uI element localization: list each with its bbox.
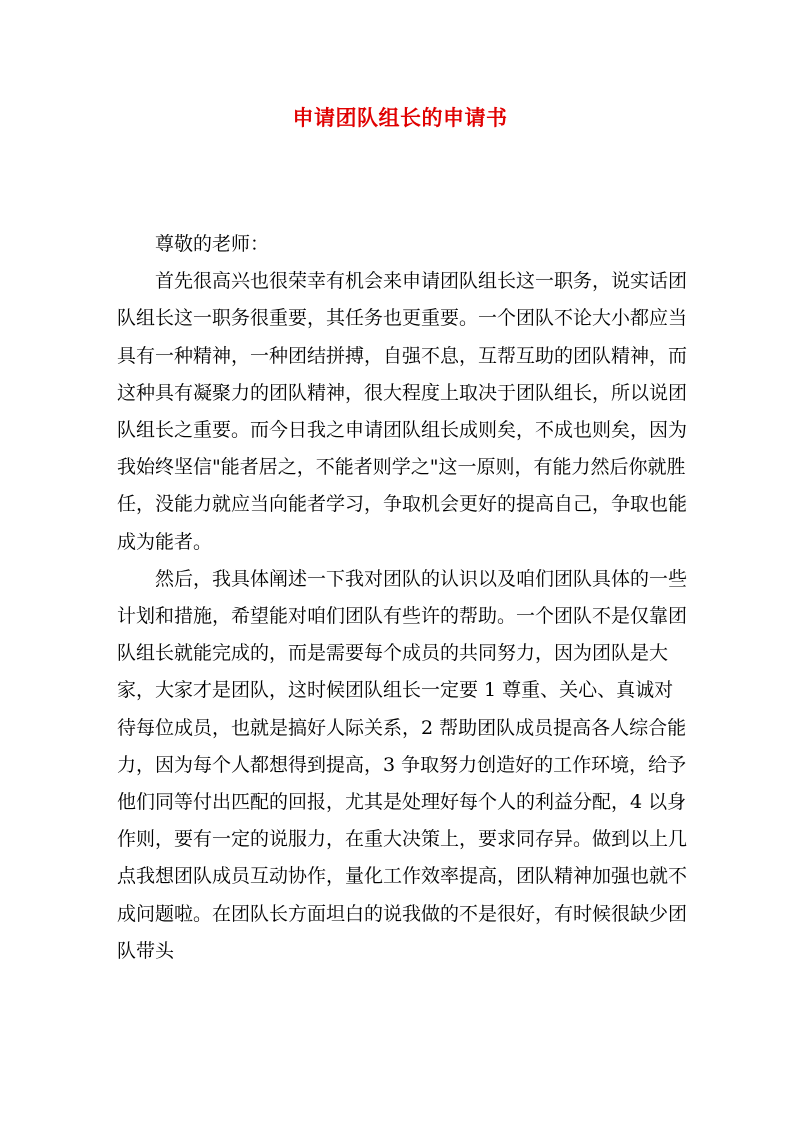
salutation: 尊敬的老师：	[155, 233, 270, 255]
document-title: 申请团队组长的申请书	[292, 105, 508, 130]
paragraph-2: 然后，我具体阐述一下我对团队的认识以及咱们团队具体的一些计划和措施，希望能对咱们团队有些许的帮助。一个团队不是仅靠团队组长就能完成的，而是需要每个成员的共同努力，因为团队是大家，大家才是团队，这时候团队组长一定要 1 尊重、关心、真诚对待每位成员，也就是搞好人际关系，2 帮助团队成员提高各人综合能力，因为每个人都想得到提高，3 争取努力创造好的工作环境，给予他们同等付出匹配的回报，尤其是处理好每个人的利益分配，4 以身作则，要有一定的说服力，在重大决策上，要求同存异。做到以上几点我想团队成员互动协作，量化工作效率提高，团队精神加强也就不成问题啦。在团队长方面坦白的说我做的不是很好，有时候很缺少团队带头	[117, 567, 688, 962]
paragraph-1: 首先很高兴也很荣幸有机会来申请团队组长这一职务，说实话团队组长这一职务很重要，其任务也更重要。一个团队不论大小都应当具有一种精神，一种团结拼搏，自强不息，互帮互助的团队精神，而这种具有凝聚力的团队精神，很大程度上取决于团队组长，所以说团队组长之重要。而今日我之申请团队组长成则矣，不成也则矣，因为我始终坚信"能者居之，不能者则学之"这一原则，有能力然后你就胜任，没能力就应当向能者学习，争取机会更好的提高自己，争取也能成为能者。	[117, 270, 688, 553]
document-body	[117, 226, 687, 970]
